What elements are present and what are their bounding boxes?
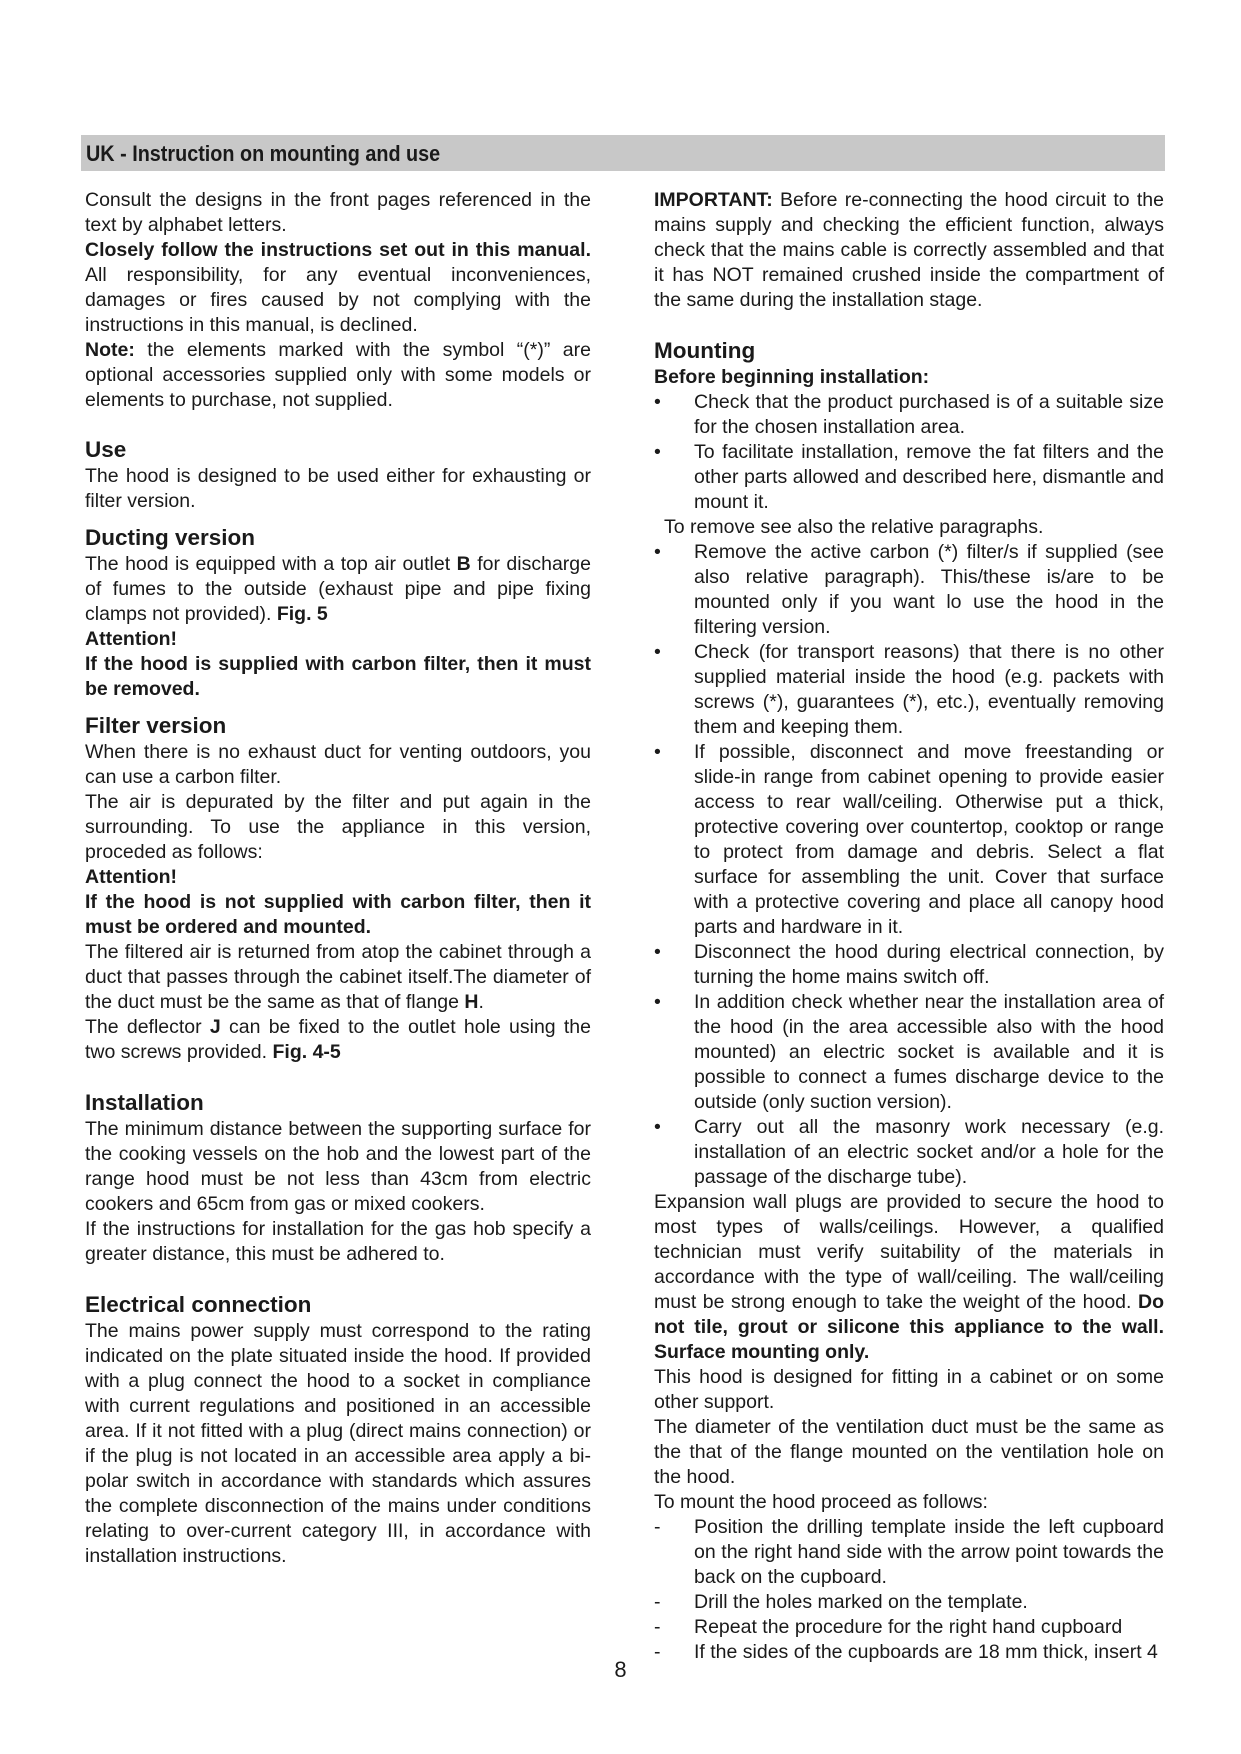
installation-heading: Installation xyxy=(85,1090,204,1115)
note-paragraph: Note: the elements marked with the symbol “(*)” are optional accessories supplied only with some models or elements to purchase, not supplied. xyxy=(85,339,591,411)
installation-paragraph-1: The minimum distance between the supporting surface for the cooking vessels on the hob and the lowest part of the range hood must be not less than 43cm from electric cookers and 65cm from gas or mixed cookers. xyxy=(85,1118,591,1215)
wall-plugs-paragraph: Expansion wall plugs are provided to secure the hood to most types of walls/ceilings. However, a qualified technician must verify suitability of the materials in accordance with the type of wall/ceiling. The wall/ceiling must be strong enough to take the weight of the hood. Do not tile, grout or silicone this appliance to the wall. Surface mounting only. xyxy=(654,1191,1164,1363)
step-item: - Drill the holes marked on the template. xyxy=(654,1591,1028,1613)
installation-paragraph-2: If the instructions for installation for the gas hob specify a greater distance, this must be adhered to. xyxy=(85,1218,591,1265)
section-title-bar xyxy=(81,135,1165,171)
ducting-heading: Ducting version xyxy=(85,525,256,550)
electrical-paragraph: The mains power supply must correspond to the rating indicated on the plate situated inside the hood. If provided with a plug connect the hood to a socket in compliance with current regulations and positioned in an accessible area. If it not fitted with a plug (direct mains connection) or if the plug is not located in an accessible area apply a bi-polar switch in accordance with standards which assures the complete disconnection of the mains under conditions relating to over-current category III, in accordance with installation instructions. xyxy=(85,1320,591,1567)
important-paragraph: IMPORTANT: Before re-connecting the hood circuit to the mains supply and checking the efficient function, always check that the mains cable is correctly assembled and that it has NOT remained crushed inside the compartment of the same during the installation stage. xyxy=(654,189,1164,311)
left-column xyxy=(85,188,591,1569)
page-number: 8 xyxy=(614,1657,627,1682)
proceed-paragraph: To mount the hood proceed as follows: xyxy=(654,1491,988,1513)
remove-note: To remove see also the relative paragraphs. xyxy=(664,516,1044,538)
before-installation-heading: Before beginning installation: xyxy=(654,366,930,388)
filter-paragraph-4: The deflector J can be fixed to the outlet hole using the two screws provided. Fig. 4-5 xyxy=(85,1016,592,1063)
filter-heading: Filter version xyxy=(85,713,227,738)
list-item: • To facilitate installation, remove the fat filters and the other parts allowed and described here, dismantle and mount it. xyxy=(654,441,1164,513)
use-heading: Use xyxy=(85,437,127,462)
page-title: UK - Instruction on mounting and use xyxy=(86,141,441,166)
filter-warning: If the hood is not supplied with carbon filter, then it must be ordered and mounted. xyxy=(85,891,591,938)
list-item: • Carry out all the masonry work necessary (e.g. installation of an electric socket and/or a hole for the passage of the discharge tube). xyxy=(654,1116,1164,1188)
mounting-heading: Mounting xyxy=(654,338,756,363)
list-item: • Disconnect the hood during electrical connection, by turning the home mains switch off. xyxy=(654,941,1164,988)
list-item: • Remove the active carbon (*) filter/s if supplied (see also relative paragraph). This/these is/are to be mounted only if you want lo use the hood in the filtering version. xyxy=(654,541,1164,638)
ducting-paragraph: The hood is equipped with a top air outlet B for discharge of fumes to the outside (exhaust pipe and pipe fixing clamps not provided). Fig. 5 xyxy=(85,553,591,625)
step-item: - Repeat the procedure for the right hand cupboard xyxy=(654,1616,1123,1638)
ducting-warning: If the hood is supplied with carbon filter, then it must be removed. xyxy=(85,653,591,700)
filter-paragraph-3: The filtered air is returned from atop the cabinet through a duct that passes through the cabinet itself.The diameter of the duct must be the same as that of flange H. xyxy=(85,941,591,1013)
list-item: • If possible, disconnect and move freestanding or slide-in range from cabinet opening to provide easier access to rear wall/ceiling. Otherwise put a thick, protective covering over countertop, cooktop or range to protect from damage and debris. Select a flat surface for assembling the unit. Cover that surface with a protective covering and place all canopy hood parts and hardware in it. xyxy=(654,741,1164,938)
filter-paragraph-1: When there is no exhaust duct for venting outdoors, you can use a carbon filter. xyxy=(85,741,591,788)
filter-paragraph-2: The air is depurated by the filter and put again in the surrounding. To use the appliance in this version, proceded as follows: xyxy=(85,791,591,863)
responsibility-paragraph: Closely follow the instructions set out in this manual. All responsibility, for any eventual inconveniences, damages or fires caused by not complying with the instructions in this manual, is declined. xyxy=(85,239,591,336)
intro-paragraph: Consult the designs in the front pages referenced in the text by alphabet letters. xyxy=(85,189,591,236)
list-item: • In addition check whether near the installation area of the hood (in the area accessible also with the hood mounted) an electric socket is available and it is possible to connect a fumes discharge device to the outside (only suction version). xyxy=(654,991,1164,1113)
step-item: - Position the drilling template inside the left cupboard on the right hand side with the arrow point towards the back on the cupboard. xyxy=(654,1516,1164,1588)
ducting-attention: Attention! xyxy=(85,628,178,650)
electrical-heading: Electrical connection xyxy=(85,1292,312,1317)
list-item: • Check that the product purchased is of a suitable size for the chosen installation area. xyxy=(654,391,1164,438)
diameter-paragraph: The diameter of the ventilation duct must be the same as the that of the flange mounted on the ventilation hole on the hood. xyxy=(654,1416,1164,1488)
list-item: • Check (for transport reasons) that there is no other supplied material inside the hood (e.g. packets with screws (*), guarantees (*), etc.), eventually removing them and keeping them. xyxy=(654,641,1164,738)
filter-attention: Attention! xyxy=(85,866,178,888)
cabinet-paragraph: This hood is designed for fitting in a cabinet or on some other support. xyxy=(654,1366,1164,1413)
right-column xyxy=(654,188,1164,1665)
step-item: - If the sides of the cupboards are 18 mm thick, insert 4 xyxy=(654,1641,1158,1663)
use-paragraph: The hood is designed to be used either for exhausting or filter version. xyxy=(85,465,591,512)
